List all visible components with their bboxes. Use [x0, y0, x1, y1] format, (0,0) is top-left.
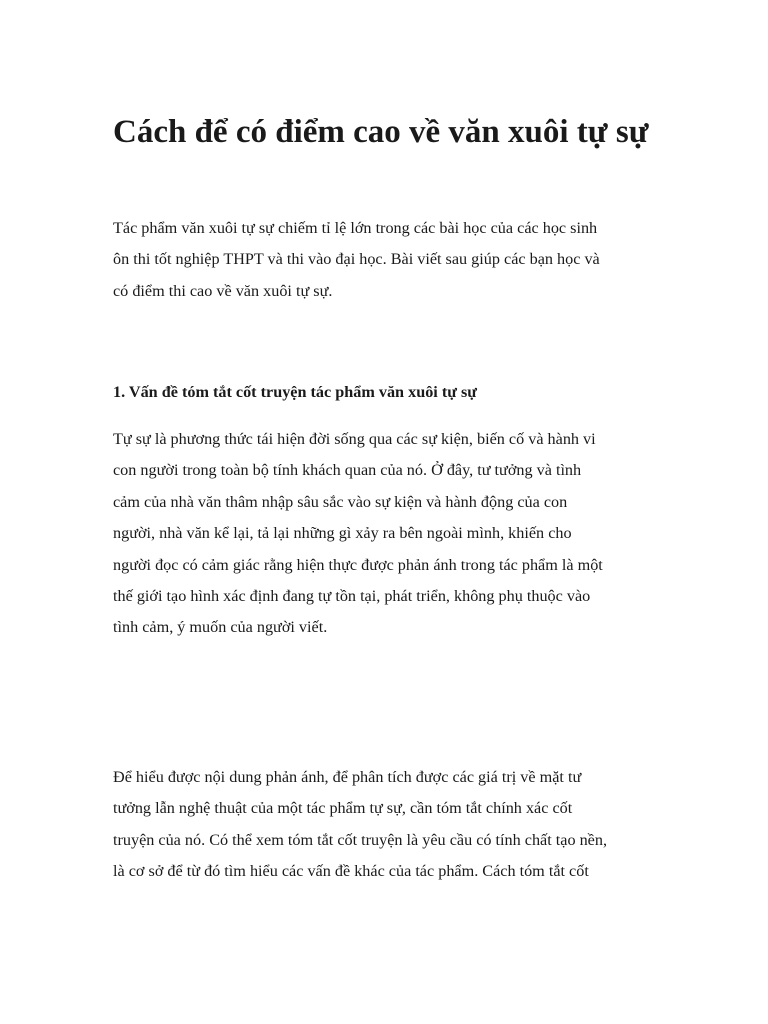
section-heading: 1. Vấn đề tóm tắt cốt truyện tác phẩm văn xuôi tự sự: [113, 383, 478, 401]
paragraph-line: thế giới tạo hình xác định đang tự tồn tại, phát triển, không phụ thuộc vào: [113, 587, 591, 606]
intro-line: ôn thi tốt nghiệp THPT và thi vào đại học. Bài viết sau giúp các bạn học và: [113, 250, 600, 269]
paragraph-line: Để hiểu được nội dung phản ánh, để phân tích được các giá trị về mặt tư: [113, 768, 582, 786]
document-title: Cách để có điểm cao về văn xuôi tự sự: [113, 114, 649, 150]
body-paragraph: [113, 424, 603, 644]
paragraph-line: con người trong toàn bộ tính khách quan của nó. Ở đây, tư tưởng và tình: [113, 461, 582, 480]
paragraph-line: là cơ sở để từ đó tìm hiểu các vấn đề khác của tác phẩm. Cách tóm tắt cốt: [113, 862, 589, 881]
paragraph-line: người đọc có cảm giác rằng hiện thực được phản ánh trong tác phẩm là một: [113, 555, 603, 574]
paragraph-line: người, nhà văn kể lại, tả lại những gì xảy ra bên ngoài mình, khiến cho: [113, 524, 572, 543]
paragraph-line: cảm của nhà văn thâm nhập sâu sắc vào sự kiện và hành động của con: [113, 492, 568, 511]
paragraph-line: tưởng lẫn nghệ thuật của một tác phẩm tự sự, cần tóm tắt chính xác cốt: [113, 799, 573, 818]
paragraph-line: truyện của nó. Có thể xem tóm tắt cốt truyện là yêu cầu có tính chất tạo nền,: [113, 830, 608, 849]
paragraph-line: Tự sự là phương thức tái hiện đời sống qua các sự kiện, biến cố và hành vi: [113, 430, 596, 448]
body-paragraph: [113, 762, 607, 888]
intro-line: Tác phẩm văn xuôi tự sự chiếm tỉ lệ lớn trong các bài học của các học sinh: [113, 219, 598, 237]
paragraph-line: tình cảm, ý muốn của người viết.: [113, 618, 328, 637]
intro-paragraph: [113, 213, 600, 307]
intro-line: có điểm thi cao về văn xuôi tự sự.: [113, 281, 333, 300]
